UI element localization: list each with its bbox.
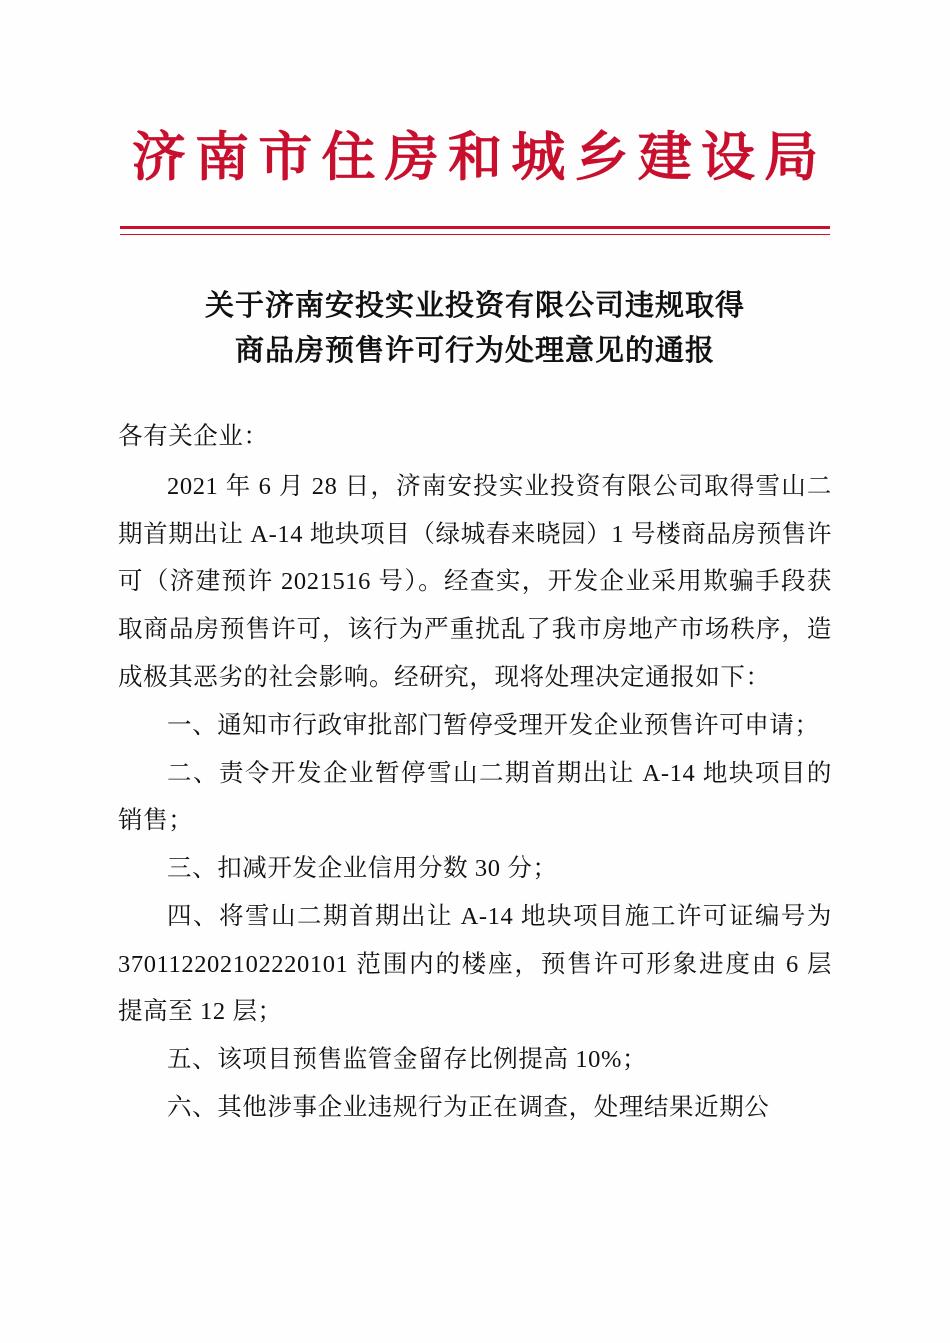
salutation: 各有关企业： — [118, 423, 269, 451]
letterhead-divider — [118, 226, 832, 235]
letterhead — [118, 0, 832, 235]
document-body — [118, 413, 832, 1131]
body-paragraph-4: 三、扣减开发企业信用分数 30 分； — [167, 855, 558, 883]
document-title — [118, 283, 832, 373]
document-title-line-2: 商品房预售许可行为处理意见的通报 — [234, 333, 715, 368]
body-paragraph-1: 2021 年 6 月 28 日，济南安投实业投资有限公司取得雪山二期首期出让 A-14 地块项目（绿城春来晓园）1 号楼商品房预售许可（济建预许 2021516 号）。经查实，开发企业采用欺骗手段获取商品房预售许可，该行为严重扰乱了我市房地产市场秩序，造成极其恶劣的社会影响。经研究，现将处理决定通报如下： — [118, 472, 832, 691]
body-paragraph-7: 六、其他涉事企业违规行为正在调查，处理结果近期公 — [167, 1093, 770, 1121]
document-title-line-1: 关于济南安投实业投资有限公司违规取得 — [204, 288, 745, 323]
issuing-organization: 济南市住房和城乡建设局 — [131, 126, 828, 188]
body-paragraph-5: 四、将雪山二期首期出让 A-14 地块项目施工许可证编号为 370112202102220101 范围内的楼座，预售许可形象进度由 6 层提高至 12 层； — [118, 902, 832, 1026]
divider-thin-line — [120, 234, 830, 235]
divider-thick-line — [120, 226, 830, 229]
body-paragraph-3: 二、责令开发企业暂停雪山二期首期出让 A-14 地块项目的销售； — [118, 759, 832, 835]
body-paragraph-2: 一、通知市行政审批部门暂停受理开发企业预售许可申请； — [167, 711, 820, 739]
body-paragraph-6: 五、该项目预售监管金留存比例提高 10%； — [167, 1046, 648, 1074]
